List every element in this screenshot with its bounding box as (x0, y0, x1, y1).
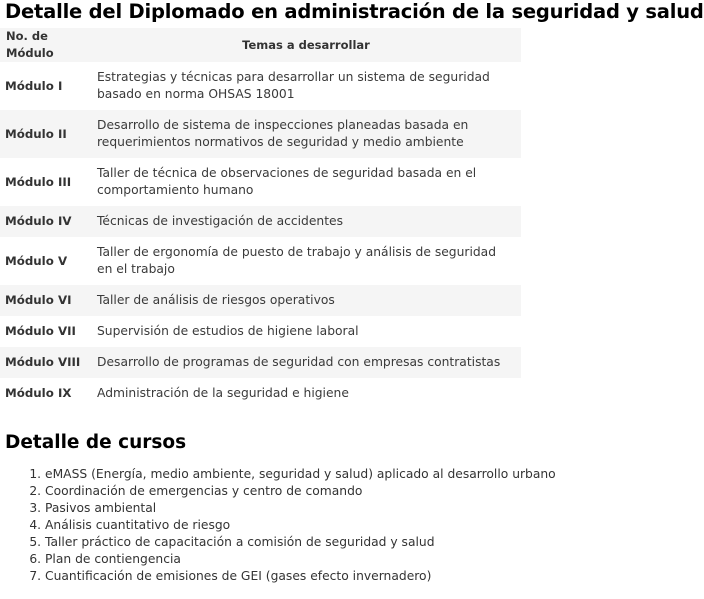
list-item: 2. Coordinación de emergencias y centro de comando (45, 483, 556, 500)
module-topic: Taller de técnica de observaciones de seguridad basada en el comportamiento humano (91, 158, 521, 206)
list-item: 1. eMASS (Energía, medio ambiente, seguridad y salud) aplicado al desarrollo urbano (45, 466, 556, 483)
module-topic: Taller de análisis de riesgos operativos (91, 285, 521, 316)
module-number: Módulo II (0, 110, 91, 158)
module-topic: Desarrollo de programas de seguridad con empresas contratistas (91, 347, 521, 378)
modules-table (0, 28, 521, 409)
module-topic: Técnicas de investigación de accidentes (91, 206, 521, 237)
table-row (0, 237, 521, 285)
table-row (0, 285, 521, 316)
table-header-row (0, 28, 521, 62)
header-temas: Temas a desarrollar (91, 28, 521, 62)
table-row (0, 347, 521, 378)
courses-list (0, 466, 556, 585)
list-item: 7. Cuantificación de emisiones de GEI (gases efecto invernadero) (45, 568, 556, 585)
table-row (0, 378, 521, 409)
module-number: Módulo VIII (0, 347, 91, 378)
module-number: Módulo IX (0, 378, 91, 409)
header-no-modulo: No. de Módulo (0, 28, 91, 62)
list-item: 6. Plan de contiengencia (45, 551, 556, 568)
table-row (0, 158, 521, 206)
table-row (0, 206, 521, 237)
module-topic: Administración de la seguridad e higiene (91, 378, 521, 409)
table-row (0, 110, 521, 158)
courses-title: Detalle de cursos (5, 432, 187, 453)
table-row (0, 316, 521, 347)
module-number: Módulo IV (0, 206, 91, 237)
module-topic: Desarrollo de sistema de inspecciones planeadas basada en requerimientos normativos de seguridad y medio ambiente (91, 110, 521, 158)
module-topic: Estrategias y técnicas para desarrollar un sistema de seguridad basado en norma OHSAS 18001 (91, 62, 521, 110)
module-number: Módulo VI (0, 285, 91, 316)
module-number: Módulo I (0, 62, 91, 110)
module-number: Módulo III (0, 158, 91, 206)
module-topic: Taller de ergonomía de puesto de trabajo y análisis de seguridad en el trabajo (91, 237, 521, 285)
table-row (0, 62, 521, 110)
module-topic: Supervisión de estudios de higiene laboral (91, 316, 521, 347)
list-item: 4. Análisis cuantitativo de riesgo (45, 517, 556, 534)
module-number: Módulo VII (0, 316, 91, 347)
page-title: Detalle del Diplomado en administración de la seguridad y salud (5, 0, 704, 23)
list-item: 5. Taller práctico de capacitación a comisión de seguridad y salud (45, 534, 556, 551)
module-number: Módulo V (0, 237, 91, 285)
list-item: 3. Pasivos ambiental (45, 500, 556, 517)
